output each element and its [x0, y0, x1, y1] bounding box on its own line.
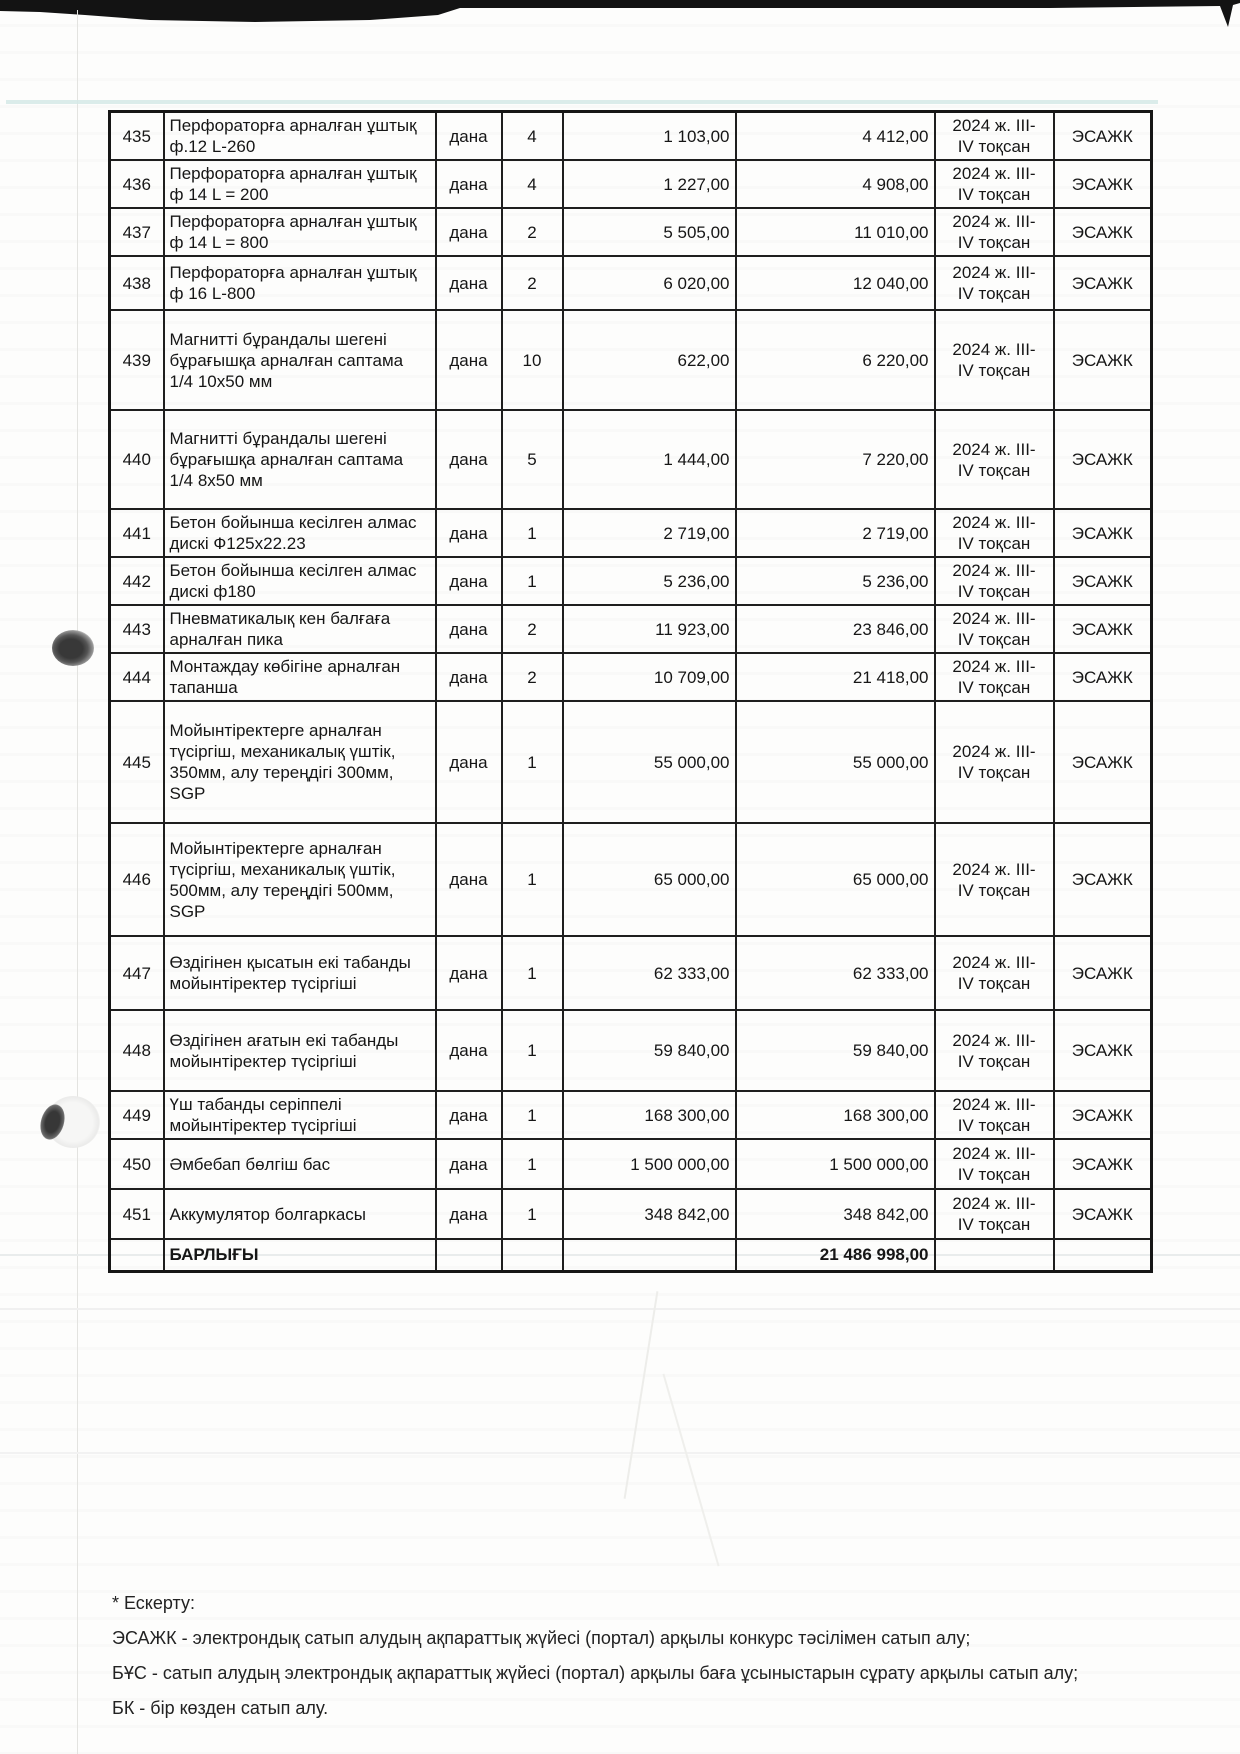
hole-punch-top — [52, 630, 94, 666]
unit-price-cell: 5 236,00 — [563, 557, 736, 605]
paper-crease — [624, 1291, 659, 1499]
row-number-cell: 444 — [110, 653, 164, 701]
table-row — [110, 557, 1152, 605]
period-line2: IV тоқсан — [957, 137, 1031, 156]
item-name-cell: Монтаждау көбігіне арналған тапанша — [164, 653, 436, 701]
procurement-method-cell: ЭСАЖК — [1054, 605, 1152, 653]
period-line2: IV тоқсан — [957, 1215, 1031, 1234]
period-line1: 2024 ж. III- — [952, 1194, 1036, 1213]
unit-cell: дана — [436, 823, 502, 936]
quantity-cell: 1 — [502, 1189, 563, 1239]
period-line1: 2024 ж. III- — [952, 164, 1036, 183]
delivery-period-cell — [935, 653, 1054, 701]
period-line2: IV тоқсан — [957, 763, 1031, 782]
total-sum-cell: 12 040,00 — [736, 256, 935, 310]
period-line1: 2024 ж. III- — [952, 859, 1036, 879]
delivery-period-cell — [935, 160, 1054, 208]
procurement-table — [108, 110, 1153, 1273]
row-number-cell: 448 — [110, 1010, 164, 1091]
delivery-period-cell — [935, 1139, 1054, 1189]
unit-cell: дана — [436, 256, 502, 310]
quantity-cell: 1 — [502, 823, 563, 936]
period-line2: IV тоқсан — [957, 582, 1031, 601]
row-number-cell: 442 — [110, 557, 164, 605]
total-sum-cell: 7 220,00 — [736, 410, 935, 509]
footnote — [112, 1586, 1192, 1726]
unit-cell: дана — [436, 410, 502, 509]
quantity-cell: 1 — [502, 1010, 563, 1091]
quantity-cell: 1 — [502, 701, 563, 823]
unit-price-cell: 168 300,00 — [563, 1091, 736, 1139]
delivery-period-cell — [935, 1010, 1054, 1091]
procurement-method-cell: ЭСАЖК — [1054, 256, 1152, 310]
period-line2: IV тоқсан — [957, 880, 1031, 900]
paper-crease — [662, 1374, 719, 1567]
procurement-method-cell: ЭСАЖК — [1054, 410, 1152, 509]
period-line1: 2024 ж. III- — [952, 561, 1036, 580]
unit-cell: дана — [436, 509, 502, 557]
period-line1: 2024 ж. III- — [952, 1030, 1036, 1050]
period-line2: IV тоқсан — [957, 1051, 1031, 1071]
total-sum-cell: 23 846,00 — [736, 605, 935, 653]
footnote-line: БҰС - сатып алудың электрондық ақпараттық жүйесі (портал) арқылы баға ұсыныстарын сұрату арқылы сатып алу; — [112, 1663, 1079, 1683]
unit-price-cell: 348 842,00 — [563, 1189, 736, 1239]
delivery-period-cell — [935, 1189, 1054, 1239]
unit-price-cell: 59 840,00 — [563, 1010, 736, 1091]
period-line1: 2024 ж. III- — [952, 439, 1036, 459]
quantity-cell: 1 — [502, 936, 563, 1010]
delivery-period-cell — [935, 936, 1054, 1010]
procurement-method-cell: ЭСАЖК — [1054, 1091, 1152, 1139]
row-number-cell: 437 — [110, 208, 164, 256]
procurement-method-cell: ЭСАЖК — [1054, 208, 1152, 256]
row-number-cell: 451 — [110, 1189, 164, 1239]
item-name-cell: Мойынтіректерге арналған түсіргіш, механикалық үштік, 350мм, алу тереңдігі 300мм, SGP — [164, 701, 436, 823]
procurement-method-cell: ЭСАЖК — [1054, 1010, 1152, 1091]
total-sum-cell: 5 236,00 — [736, 557, 935, 605]
row-number-cell: 441 — [110, 509, 164, 557]
unit-cell: дана — [436, 1139, 502, 1189]
procurement-method-cell: ЭСАЖК — [1054, 310, 1152, 410]
delivery-period-cell — [935, 208, 1054, 256]
procurement-method-cell: ЭСАЖК — [1054, 509, 1152, 557]
period-line2: IV тоқсан — [957, 460, 1031, 480]
unit-cell: дана — [436, 160, 502, 208]
period-line2: IV тоқсан — [957, 974, 1031, 993]
table-row — [110, 653, 1152, 701]
period-line2: IV тоқсан — [957, 1165, 1031, 1184]
unit-price-cell: 6 020,00 — [563, 256, 736, 310]
quantity-cell: 10 — [502, 310, 563, 410]
unit-cell: дана — [436, 1091, 502, 1139]
procurement-method-cell: ЭСАЖК — [1054, 823, 1152, 936]
unit-cell: дана — [436, 208, 502, 256]
scan-line-artifact — [6, 100, 1158, 104]
item-name-cell: Үш табанды серіппелі мойынтіректер түсіргіші — [164, 1091, 436, 1139]
period-line1: 2024 ж. III- — [952, 1095, 1036, 1114]
row-number-cell: 445 — [110, 701, 164, 823]
period-line2: IV тоқсан — [957, 185, 1031, 204]
total-sum-cell: 62 333,00 — [736, 936, 935, 1010]
delivery-period-cell — [935, 605, 1054, 653]
period-line2: IV тоқсан — [957, 233, 1031, 252]
unit-price-cell: 2 719,00 — [563, 509, 736, 557]
table-row — [110, 256, 1152, 310]
delivery-period-cell — [935, 823, 1054, 936]
total-sum-cell: 1 500 000,00 — [736, 1139, 935, 1189]
table-row — [110, 410, 1152, 509]
item-name-cell: Мойынтіректерге арналған түсіргіш, механикалық үштік, 500мм, алу тереңдігі 500мм, SGP — [164, 823, 436, 936]
procurement-method-cell: ЭСАЖК — [1054, 1189, 1152, 1239]
unit-price-cell: 1 500 000,00 — [563, 1139, 736, 1189]
row-number-cell: 440 — [110, 410, 164, 509]
delivery-period-cell — [935, 1091, 1054, 1139]
quantity-cell — [502, 1239, 563, 1271]
item-name-cell: Магнитті бұрандалы шегені бұрағышқа арналған саптама 1/4 8х50 мм — [164, 410, 436, 509]
unit-cell: дана — [436, 1010, 502, 1091]
item-name-cell: Магнитті бұрандалы шегені бұрағышқа арналған саптама 1/4 10х50 мм — [164, 310, 436, 410]
unit-cell: дана — [436, 936, 502, 1010]
delivery-period-cell — [935, 701, 1054, 823]
row-number-cell: 436 — [110, 160, 164, 208]
period-line1: 2024 ж. III- — [952, 263, 1036, 282]
total-sum-cell: 4 908,00 — [736, 160, 935, 208]
table-row — [110, 701, 1152, 823]
item-name-cell: Перфораторға арналған ұштық ф 14 L = 800 — [164, 208, 436, 256]
unit-price-cell: 1 103,00 — [563, 112, 736, 161]
procurement-method-cell: ЭСАЖК — [1054, 1139, 1152, 1189]
item-name-cell: Пневматикалық кен балғаға арналған пика — [164, 605, 436, 653]
delivery-period-cell — [935, 557, 1054, 605]
delivery-period-cell — [935, 112, 1054, 161]
period-line1: 2024 ж. III- — [952, 609, 1036, 628]
row-number-cell: 438 — [110, 256, 164, 310]
unit-price-cell: 1 444,00 — [563, 410, 736, 509]
quantity-cell: 2 — [502, 605, 563, 653]
table-row — [110, 936, 1152, 1010]
period-line2: IV тоқсан — [957, 630, 1031, 649]
total-sum-cell: 65 000,00 — [736, 823, 935, 936]
unit-price-cell: 5 505,00 — [563, 208, 736, 256]
item-name-cell: Бетон бойынша кесілген алмас дискі Ф125х22.23 — [164, 509, 436, 557]
footnote-title: * Ескерту: — [112, 1593, 195, 1613]
table-row — [110, 1010, 1152, 1091]
total-sum-cell: 168 300,00 — [736, 1091, 935, 1139]
quantity-cell: 1 — [502, 509, 563, 557]
total-sum-cell: 6 220,00 — [736, 310, 935, 410]
quantity-cell: 1 — [502, 1139, 563, 1189]
period-line1: 2024 ж. III- — [952, 953, 1036, 972]
procurement-method-cell: ЭСАЖК — [1054, 557, 1152, 605]
table-row — [110, 1189, 1152, 1239]
total-sum-cell: 55 000,00 — [736, 701, 935, 823]
row-number-cell: 439 — [110, 310, 164, 410]
period-line1: 2024 ж. III- — [952, 116, 1036, 135]
item-name-cell: Перфораторға арналған ұштық ф 16 L-800 — [164, 256, 436, 310]
total-sum-cell: 348 842,00 — [736, 1189, 935, 1239]
table-row — [110, 1091, 1152, 1139]
totals-row — [110, 1239, 1152, 1271]
table-row — [110, 160, 1152, 208]
quantity-cell: 4 — [502, 160, 563, 208]
table-row — [110, 208, 1152, 256]
total-sum-cell: 21 418,00 — [736, 653, 935, 701]
item-name-cell: Перфораторға арналған ұштық ф.12 L-260 — [164, 112, 436, 161]
footnote-line: БК - бір көзден сатып алу. — [112, 1698, 329, 1718]
unit-cell: дана — [436, 557, 502, 605]
procurement-method-cell: ЭСАЖК — [1054, 653, 1152, 701]
procurement-method-cell: ЭСАЖК — [1054, 112, 1152, 161]
item-name-cell: Өздігінен қысатын екі табанды мойынтіректер түсіргіші — [164, 936, 436, 1010]
period-line2: IV тоқсан — [957, 534, 1031, 553]
unit-price-cell: 62 333,00 — [563, 936, 736, 1010]
unit-cell: дана — [436, 701, 502, 823]
procurement-method-cell: ЭСАЖК — [1054, 160, 1152, 208]
unit-price-cell: 65 000,00 — [563, 823, 736, 936]
row-number-cell: 450 — [110, 1139, 164, 1189]
period-line2: IV тоқсан — [957, 361, 1031, 380]
scan-top-edge-artifact — [0, 0, 1240, 30]
quantity-cell: 2 — [502, 256, 563, 310]
scan-streak — [0, 1452, 1240, 1454]
table-row — [110, 112, 1152, 161]
delivery-period-cell — [935, 509, 1054, 557]
procurement-method-cell — [1054, 1239, 1152, 1271]
quantity-cell: 1 — [502, 557, 563, 605]
period-line1: 2024 ж. III- — [952, 1144, 1036, 1163]
unit-price-cell: 1 227,00 — [563, 160, 736, 208]
item-name-cell: Перфораторға арналған ұштық ф 14 L = 200 — [164, 160, 436, 208]
table-row — [110, 823, 1152, 936]
delivery-period-cell — [935, 410, 1054, 509]
row-number-cell: 449 — [110, 1091, 164, 1139]
quantity-cell: 5 — [502, 410, 563, 509]
delivery-period-cell — [935, 256, 1054, 310]
quantity-cell: 4 — [502, 112, 563, 161]
period-line1: 2024 ж. III- — [952, 212, 1036, 231]
total-sum-cell: 2 719,00 — [736, 509, 935, 557]
period-line1: 2024 ж. III- — [952, 513, 1036, 532]
unit-cell: дана — [436, 1189, 502, 1239]
table-row — [110, 605, 1152, 653]
unit-price-cell — [563, 1239, 736, 1271]
footnote-line: ЭСАЖК - электрондық сатып алудың ақпараттық жүйесі (портал) арқылы конкурс тәсілімен сатып алу; — [112, 1628, 971, 1648]
unit-price-cell: 622,00 — [563, 310, 736, 410]
scan-streak — [0, 1308, 1240, 1310]
period-line2: IV тоқсан — [957, 284, 1031, 303]
row-number-cell: 447 — [110, 936, 164, 1010]
row-number-cell: 435 — [110, 112, 164, 161]
quantity-cell: 2 — [502, 208, 563, 256]
page-fold-line — [77, 10, 78, 1754]
quantity-cell: 1 — [502, 1091, 563, 1139]
totals-label-cell: БАРЛЫҒЫ — [164, 1239, 436, 1271]
delivery-period-cell — [935, 310, 1054, 410]
item-name-cell: Өздігінен ағатын екі табанды мойынтіректер түсіргіші — [164, 1010, 436, 1091]
total-sum-cell: 59 840,00 — [736, 1010, 935, 1091]
unit-price-cell: 11 923,00 — [563, 605, 736, 653]
table-row — [110, 509, 1152, 557]
unit-cell: дана — [436, 310, 502, 410]
unit-price-cell: 55 000,00 — [563, 701, 736, 823]
unit-cell: дана — [436, 112, 502, 161]
period-line1: 2024 ж. III- — [952, 742, 1036, 761]
procurement-method-cell: ЭСАЖК — [1054, 936, 1152, 1010]
item-name-cell: Аккумулятор болгаркасы — [164, 1189, 436, 1239]
item-name-cell: Бетон бойынша кесілген алмас дискі ф180 — [164, 557, 436, 605]
period-line2: IV тоқсан — [957, 678, 1031, 697]
grand-total-cell: 21 486 998,00 — [736, 1239, 935, 1271]
table-row — [110, 1139, 1152, 1189]
period-line1: 2024 ж. III- — [952, 340, 1036, 359]
unit-cell: дана — [436, 653, 502, 701]
procurement-method-cell: ЭСАЖК — [1054, 701, 1152, 823]
row-number-cell: 443 — [110, 605, 164, 653]
unit-cell: дана — [436, 605, 502, 653]
quantity-cell: 2 — [502, 653, 563, 701]
period-line1: 2024 ж. III- — [952, 657, 1036, 676]
total-sum-cell: 11 010,00 — [736, 208, 935, 256]
unit-cell — [436, 1239, 502, 1271]
unit-price-cell: 10 709,00 — [563, 653, 736, 701]
row-number-cell — [110, 1239, 164, 1271]
period-line2: IV тоқсан — [957, 1116, 1031, 1135]
row-number-cell: 446 — [110, 823, 164, 936]
total-sum-cell: 4 412,00 — [736, 112, 935, 161]
item-name-cell: Әмбебап бөлгіш бас — [164, 1139, 436, 1189]
delivery-period-cell — [935, 1239, 1054, 1271]
table-row — [110, 310, 1152, 410]
